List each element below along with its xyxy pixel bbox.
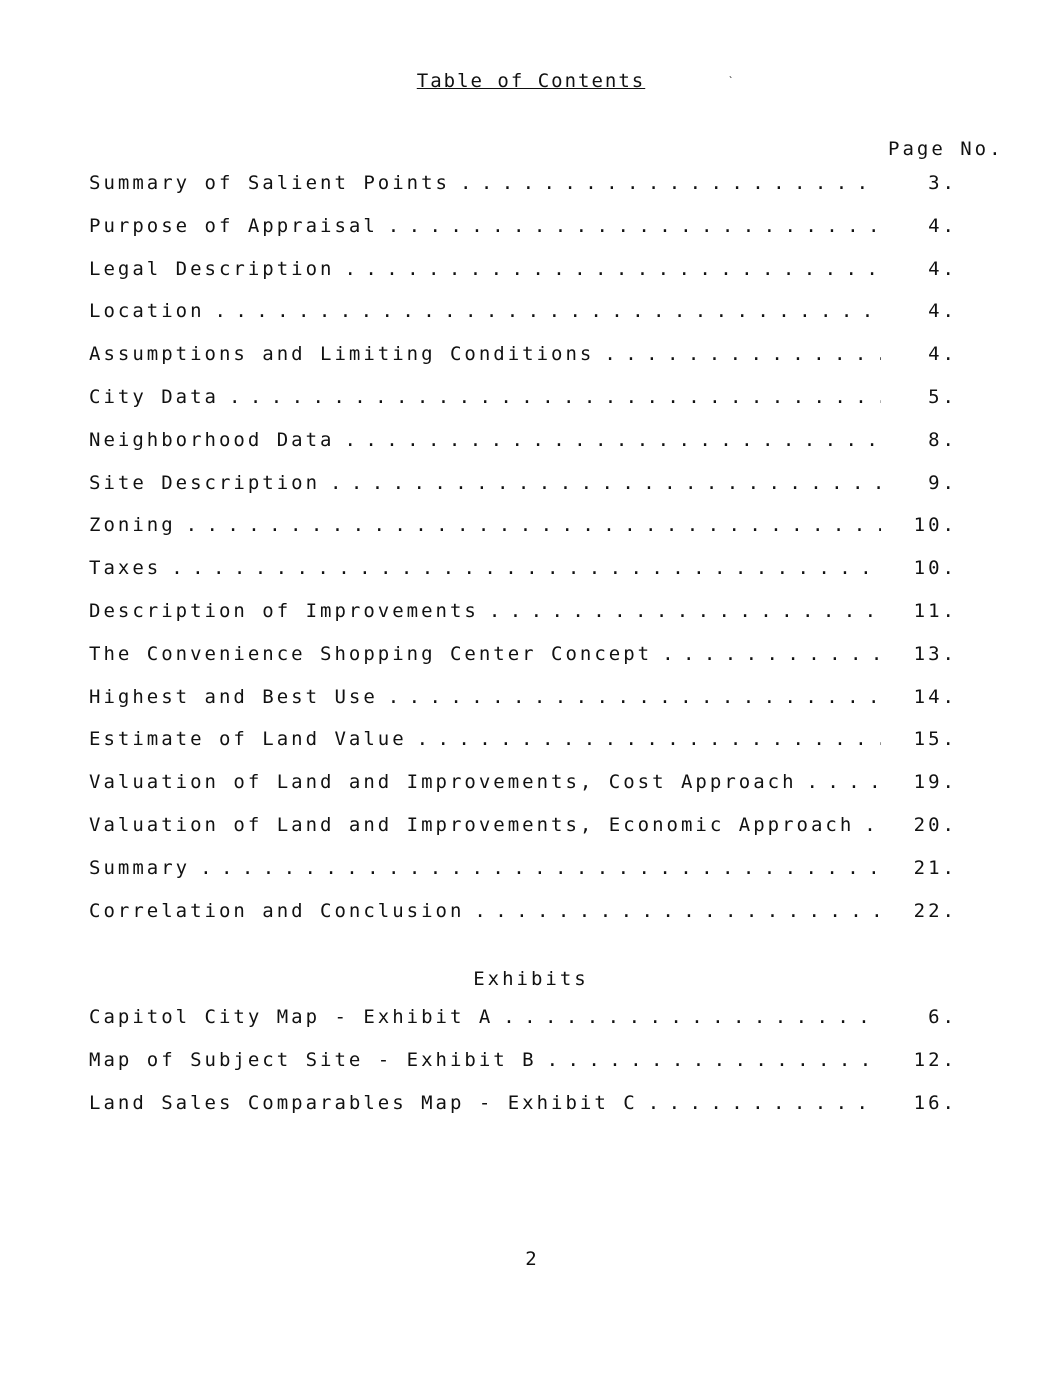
toc-entry [89,686,957,729]
toc-entry-page: 13. [913,642,957,665]
toc-entry [89,172,957,215]
exhibit-entry-page: 6. [928,1006,957,1028]
toc-entry-label: Purpose of Appraisal [89,215,388,237]
exhibit-entry-label: Map of Subject Site - Exhibit B [89,1049,547,1071]
page-no-header: Page No. [888,138,1004,160]
toc-entry [89,300,957,343]
leader-dots [503,1006,881,1028]
toc-entry-label: Zoning [89,514,186,536]
toc-entry [89,643,957,686]
toc-entry-label: Valuation of Land and Improvements, Cost Approach [89,771,807,793]
toc-entry [89,728,957,771]
toc-entry-label: Summary [89,857,200,879]
toc-entry [89,429,957,472]
exhibit-entry-label: Land Sales Comparables Map - Exhibit C [89,1092,648,1114]
toc-entry-label: The Convenience Shopping Center Concept [89,643,662,665]
leader-dots [200,857,881,879]
toc-entry-page: 4. [928,214,957,237]
exhibit-entry-page: 16. [913,1091,957,1114]
toc-entry-label: Site Description [89,472,330,494]
toc-entry [89,857,957,900]
toc-entry [89,472,957,515]
leader-dots [344,429,881,451]
page-title: Table of Contents [416,70,646,92]
leader-dots [215,300,881,322]
toc-entry-label: Location [89,300,215,322]
toc-entry [89,900,957,943]
leader-dots [417,728,881,750]
leader-dots [388,215,881,237]
toc-entry-page: 19. [913,771,957,794]
toc-entry-label: Description of Improvements [89,600,489,622]
exhibit-entry [89,1049,957,1092]
toc-entry-label: Assumptions and Limiting Conditions [89,343,604,365]
exhibit-entry [89,1092,957,1135]
toc-entry-page: 8. [928,428,957,451]
toc-entry-page: 5. [928,385,957,408]
toc-entry-label: Neighborhood Data [89,429,344,451]
toc-entry-page: 21. [913,856,957,879]
toc-entry-page: 4. [928,300,957,323]
exhibit-entry [89,1006,957,1049]
leader-dots [547,1049,881,1071]
exhibits-list [89,1006,957,1134]
leader-dots [186,514,881,536]
toc-entry-page: 15. [913,728,957,751]
toc-entry [89,343,957,386]
toc-entry-page: 22. [913,899,957,922]
toc-entry-label: Taxes [89,557,171,579]
toc-entry [89,814,957,857]
leader-dots [662,643,881,665]
toc-entry-label: Estimate of Land Value [89,728,417,750]
leader-dots [388,686,881,708]
toc-entry-page: 3. [928,172,957,194]
toc-entry [89,386,957,429]
contents-list [89,172,957,942]
leader-dots [604,343,881,365]
toc-entry-page: 9. [928,471,957,494]
toc-entry [89,514,957,557]
exhibits-heading: Exhibits [473,968,589,990]
toc-entry-label: Legal Description [89,258,344,280]
toc-entry [89,258,957,301]
toc-entry-label: City Data [89,386,229,408]
toc-entry-page: 4. [928,257,957,280]
toc-entry [89,557,957,600]
leader-dots [229,386,881,408]
leader-dots [171,557,881,579]
exhibit-entry-label: Capitol City Map - Exhibit A [89,1006,503,1028]
leader-dots [344,258,881,280]
exhibit-entry-page: 12. [913,1048,957,1071]
toc-entry-label: Highest and Best Use [89,686,388,708]
toc-entry-page: 4. [928,343,957,366]
toc-entry-page: 10. [913,557,957,580]
leader-dots [864,814,881,836]
toc-entry-page: 20. [913,813,957,836]
toc-entry [89,600,957,643]
scan-speck: ` [728,76,735,87]
toc-entry-label: Valuation of Land and Improvements, Economic Approach [89,814,864,836]
toc-entry [89,771,957,814]
toc-entry-label: Correlation and Conclusion [89,900,474,922]
toc-entry-label: Summary of Salient Points [89,172,460,194]
leader-dots [460,172,881,194]
leader-dots [648,1092,881,1114]
footer-page-number: 2 [525,1248,537,1270]
toc-entry [89,215,957,258]
toc-entry-page: 10. [913,514,957,537]
leader-dots [474,900,881,922]
leader-dots [489,600,881,622]
toc-entry-page: 14. [913,685,957,708]
leader-dots [330,472,881,494]
leader-dots [807,771,881,793]
toc-entry-page: 11. [913,599,957,622]
